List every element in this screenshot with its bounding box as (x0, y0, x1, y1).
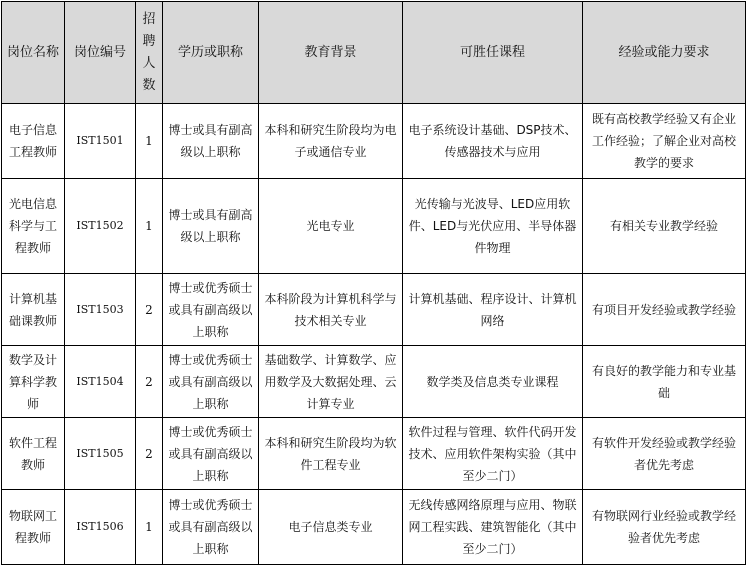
header-code: 岗位编号 (65, 2, 136, 104)
cell-title: 数学及计算科学教师 (2, 346, 65, 418)
cell-code: IST1503 (65, 274, 136, 346)
cell-title: 光电信息科学与工程教师 (2, 179, 65, 274)
table-body (2, 104, 746, 565)
cell-count: 2 (136, 346, 163, 418)
header-row (2, 2, 746, 104)
cell-degree: 博士或优秀硕士或具有副高级以上职称 (163, 274, 259, 346)
cell-degree: 博士或具有副高级以上职称 (163, 104, 259, 179)
cell-requirements: 有相关专业教学经验 (583, 179, 746, 274)
cell-count: 1 (136, 179, 163, 274)
table-row (2, 490, 746, 565)
cell-degree: 博士或优秀硕士或具有副高级以上职称 (163, 418, 259, 490)
cell-degree: 博士或优秀硕士或具有副高级以上职称 (163, 346, 259, 418)
cell-education: 光电专业 (259, 179, 403, 274)
cell-courses: 数学类及信息类专业课程 (403, 346, 583, 418)
header-requirements: 经验或能力要求 (583, 2, 746, 104)
table-row (2, 418, 746, 490)
cell-requirements: 有软件开发经验或教学经验者优先考虑 (583, 418, 746, 490)
cell-count: 1 (136, 104, 163, 179)
table-row (2, 104, 746, 179)
cell-courses: 电子系统设计基础、DSP技术、传感器技术与应用 (403, 104, 583, 179)
cell-courses: 计算机基础、程序设计、计算机网络 (403, 274, 583, 346)
cell-courses: 无线传感网络原理与应用、物联网工程实践、建筑智能化（其中至少二门） (403, 490, 583, 565)
table-row (2, 346, 746, 418)
cell-code: IST1502 (65, 179, 136, 274)
cell-education: 基础数学、计算数学、应用数学及大数据处理、云计算专业 (259, 346, 403, 418)
cell-courses: 光传输与光波导、LED应用软件、LED与光伏应用、半导体器件物理 (403, 179, 583, 274)
table-header (2, 2, 746, 104)
cell-degree: 博士或具有副高级以上职称 (163, 179, 259, 274)
cell-code: IST1506 (65, 490, 136, 565)
cell-education: 本科阶段为计算机科学与技术相关专业 (259, 274, 403, 346)
cell-education: 本科和研究生阶段均为软件工程专业 (259, 418, 403, 490)
cell-title: 电子信息工程教师 (2, 104, 65, 179)
header-degree: 学历或职称 (163, 2, 259, 104)
cell-requirements: 有项目开发经验或教学经验 (583, 274, 746, 346)
cell-education: 本科和研究生阶段均为电子或通信专业 (259, 104, 403, 179)
table-row (2, 274, 746, 346)
cell-degree: 博士或优秀硕士或具有副高级以上职称 (163, 490, 259, 565)
table-row (2, 179, 746, 274)
cell-code: IST1501 (65, 104, 136, 179)
cell-count: 2 (136, 274, 163, 346)
cell-title: 物联网工程教师 (2, 490, 65, 565)
cell-requirements: 有良好的教学能力和专业基础 (583, 346, 746, 418)
header-title: 岗位名称 (2, 2, 65, 104)
cell-education: 电子信息类专业 (259, 490, 403, 565)
cell-code: IST1504 (65, 346, 136, 418)
cell-title: 软件工程教师 (2, 418, 65, 490)
cell-requirements: 既有高校教学经验又有企业工作经验；了解企业对高校教学的要求 (583, 104, 746, 179)
cell-count: 2 (136, 418, 163, 490)
header-courses: 可胜任课程 (403, 2, 583, 104)
cell-count: 1 (136, 490, 163, 565)
header-education: 教育背景 (259, 2, 403, 104)
cell-code: IST1505 (65, 418, 136, 490)
cell-title: 计算机基础课教师 (2, 274, 65, 346)
cell-requirements: 有物联网行业经验或教学经验者优先考虑 (583, 490, 746, 565)
job-table (1, 1, 746, 565)
cell-courses: 软件过程与管理、软件代码开发技术、应用软件架构实验（其中至少二门） (403, 418, 583, 490)
header-count: 招聘人数 (136, 2, 163, 104)
